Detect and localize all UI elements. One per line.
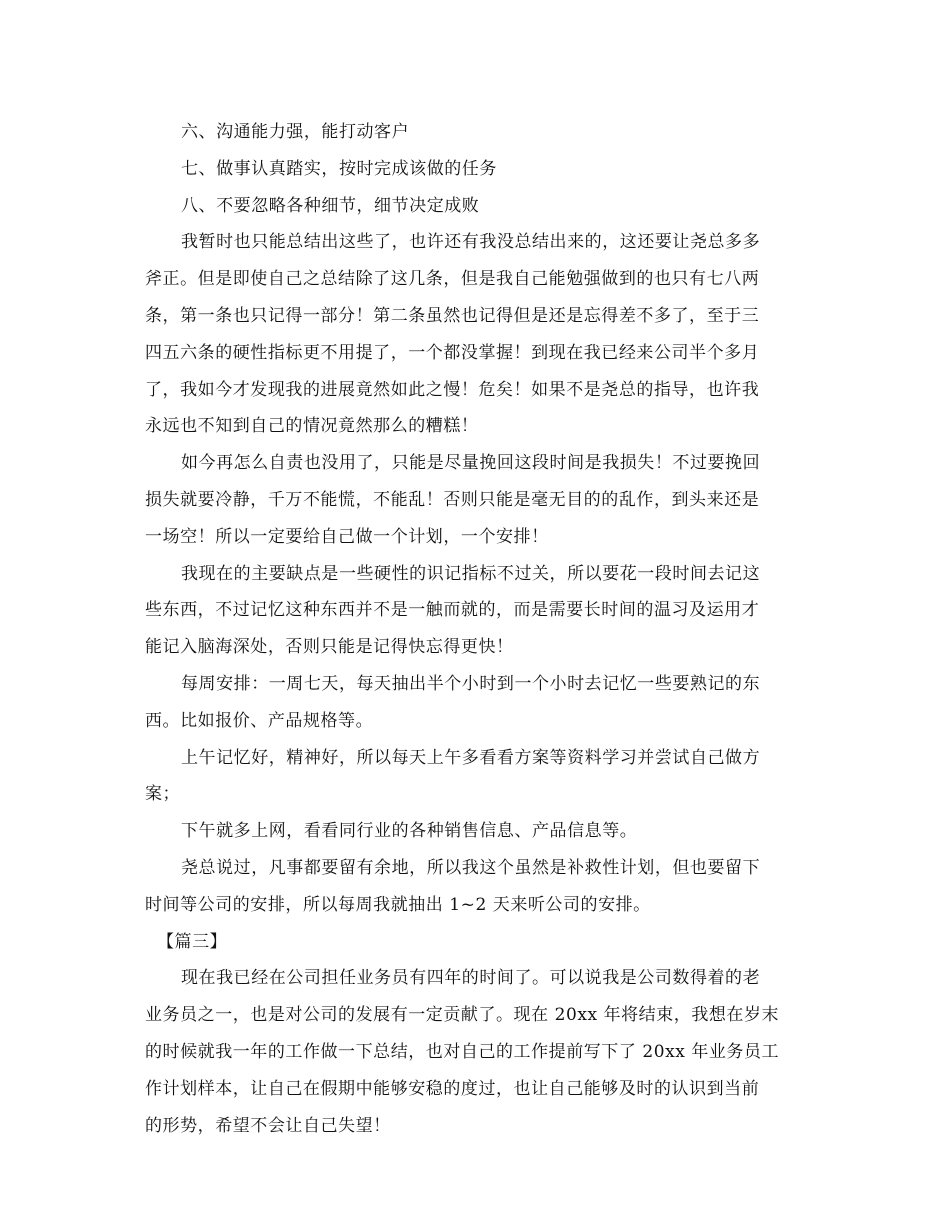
paragraph-line: 每周安排：一周七天，每天抽出半个小时到一个小时去记忆一些要熟记的东 (181, 673, 761, 694)
paragraph-line: 作计划样本，让自己在假期中能够安稳的度过，也让自己能够及时的认识到当前 (145, 1078, 760, 1099)
paragraph-line: 了，我如今才发现我的进展竟然如此之慢！危矣！如果不是尧总的指导，也许我 (145, 379, 760, 400)
paragraph-line: 我现在的主要缺点是一些硬性的识记指标不过关，所以要花一段时间去记这 (181, 563, 761, 584)
paragraph (145, 556, 805, 666)
paragraph (145, 666, 805, 740)
paragraph-line: 能记入脑海深处，否则只能是记得快忘得更快！ (145, 637, 514, 658)
paragraph (145, 445, 805, 555)
paragraph-line: 我暂时也只能总结出这些了，也许还有我没总结出来的，这还要让尧总多多 (181, 232, 761, 253)
paragraph (145, 960, 805, 1144)
list-item: 八、不要忽略各种细节，细节决定成败 (181, 195, 480, 216)
paragraph-line: 斧正。但是即使自己之总结除了这几条，但是我自己能勉强做到的也只有七八两 (145, 269, 760, 290)
paragraph-line: 尧总说过，凡事都要留有余地，所以我这个虽然是补救性计划，但也要留下 (181, 857, 761, 878)
document-body (145, 114, 805, 1144)
paragraph-line: 案； (145, 784, 181, 805)
paragraph-line: 四五六条的硬性指标更不用提了，一个都没掌握！到现在我已经来公司半个多月 (145, 342, 760, 363)
paragraph (145, 740, 805, 814)
paragraph-line: 如今再怎么自责也没用了，只能是尽量挽回这段时间是我损失！不过要挽回 (181, 453, 761, 474)
paragraph-line: 永远也不知到自己的情况竟然那么的糟糕！ (145, 416, 479, 437)
paragraph-line: 条，第一条也只记得一部分！第二条虽然也记得但是还是忘得差不多了，至于三 (145, 305, 760, 326)
paragraph (145, 850, 805, 924)
paragraph-line: 上午记忆好，精神好，所以每天上午多看看方案等资料学习并尝试自己做方 (181, 747, 761, 768)
paragraph-line: 现在我已经在公司担任业务员有四年的时间了。可以说我是公司数得着的老 (181, 968, 761, 989)
paragraph (145, 224, 805, 445)
paragraph-line: 些东西，不过记忆这种东西并不是一触而就的，而是需要长时间的温习及运用才 (145, 600, 760, 621)
paragraph-line: 下午就多上网，看看同行业的各种销售信息、产品信息等。 (181, 821, 638, 842)
paragraph (145, 813, 805, 850)
paragraph-line: 损失就要冷静，千万不能慌，不能乱！否则只能是毫无目的的乱作，到头来还是 (145, 489, 760, 510)
paragraph-line: 业务员之一，也是对公司的发展有一定贡献了。现在 20xx 年将结束，我想在岁末 (145, 1005, 780, 1026)
paragraph-line: 的形势，希望不会让自己失望！ (145, 1115, 391, 1136)
list-item: 六、沟通能力强，能打动客户 (181, 122, 410, 142)
paragraph-line: 西。比如报价、产品规格等。 (145, 710, 374, 731)
section-heading-text: 【篇三】 (157, 931, 228, 952)
section-heading (145, 924, 805, 961)
paragraph-line: 时间等公司的安排，所以每周我就抽出 1~2 天来听公司的安排。 (145, 894, 651, 915)
paragraph-line: 的时候就我一年的工作做一下总结，也对自己的工作提前写下了 20xx 年业务员工 (145, 1041, 780, 1062)
list-item: 七、做事认真踏实，按时完成该做的任务 (181, 158, 497, 179)
paragraph-line: 一场空！所以一定要给自己做一个计划，一个安排！ (145, 526, 549, 547)
